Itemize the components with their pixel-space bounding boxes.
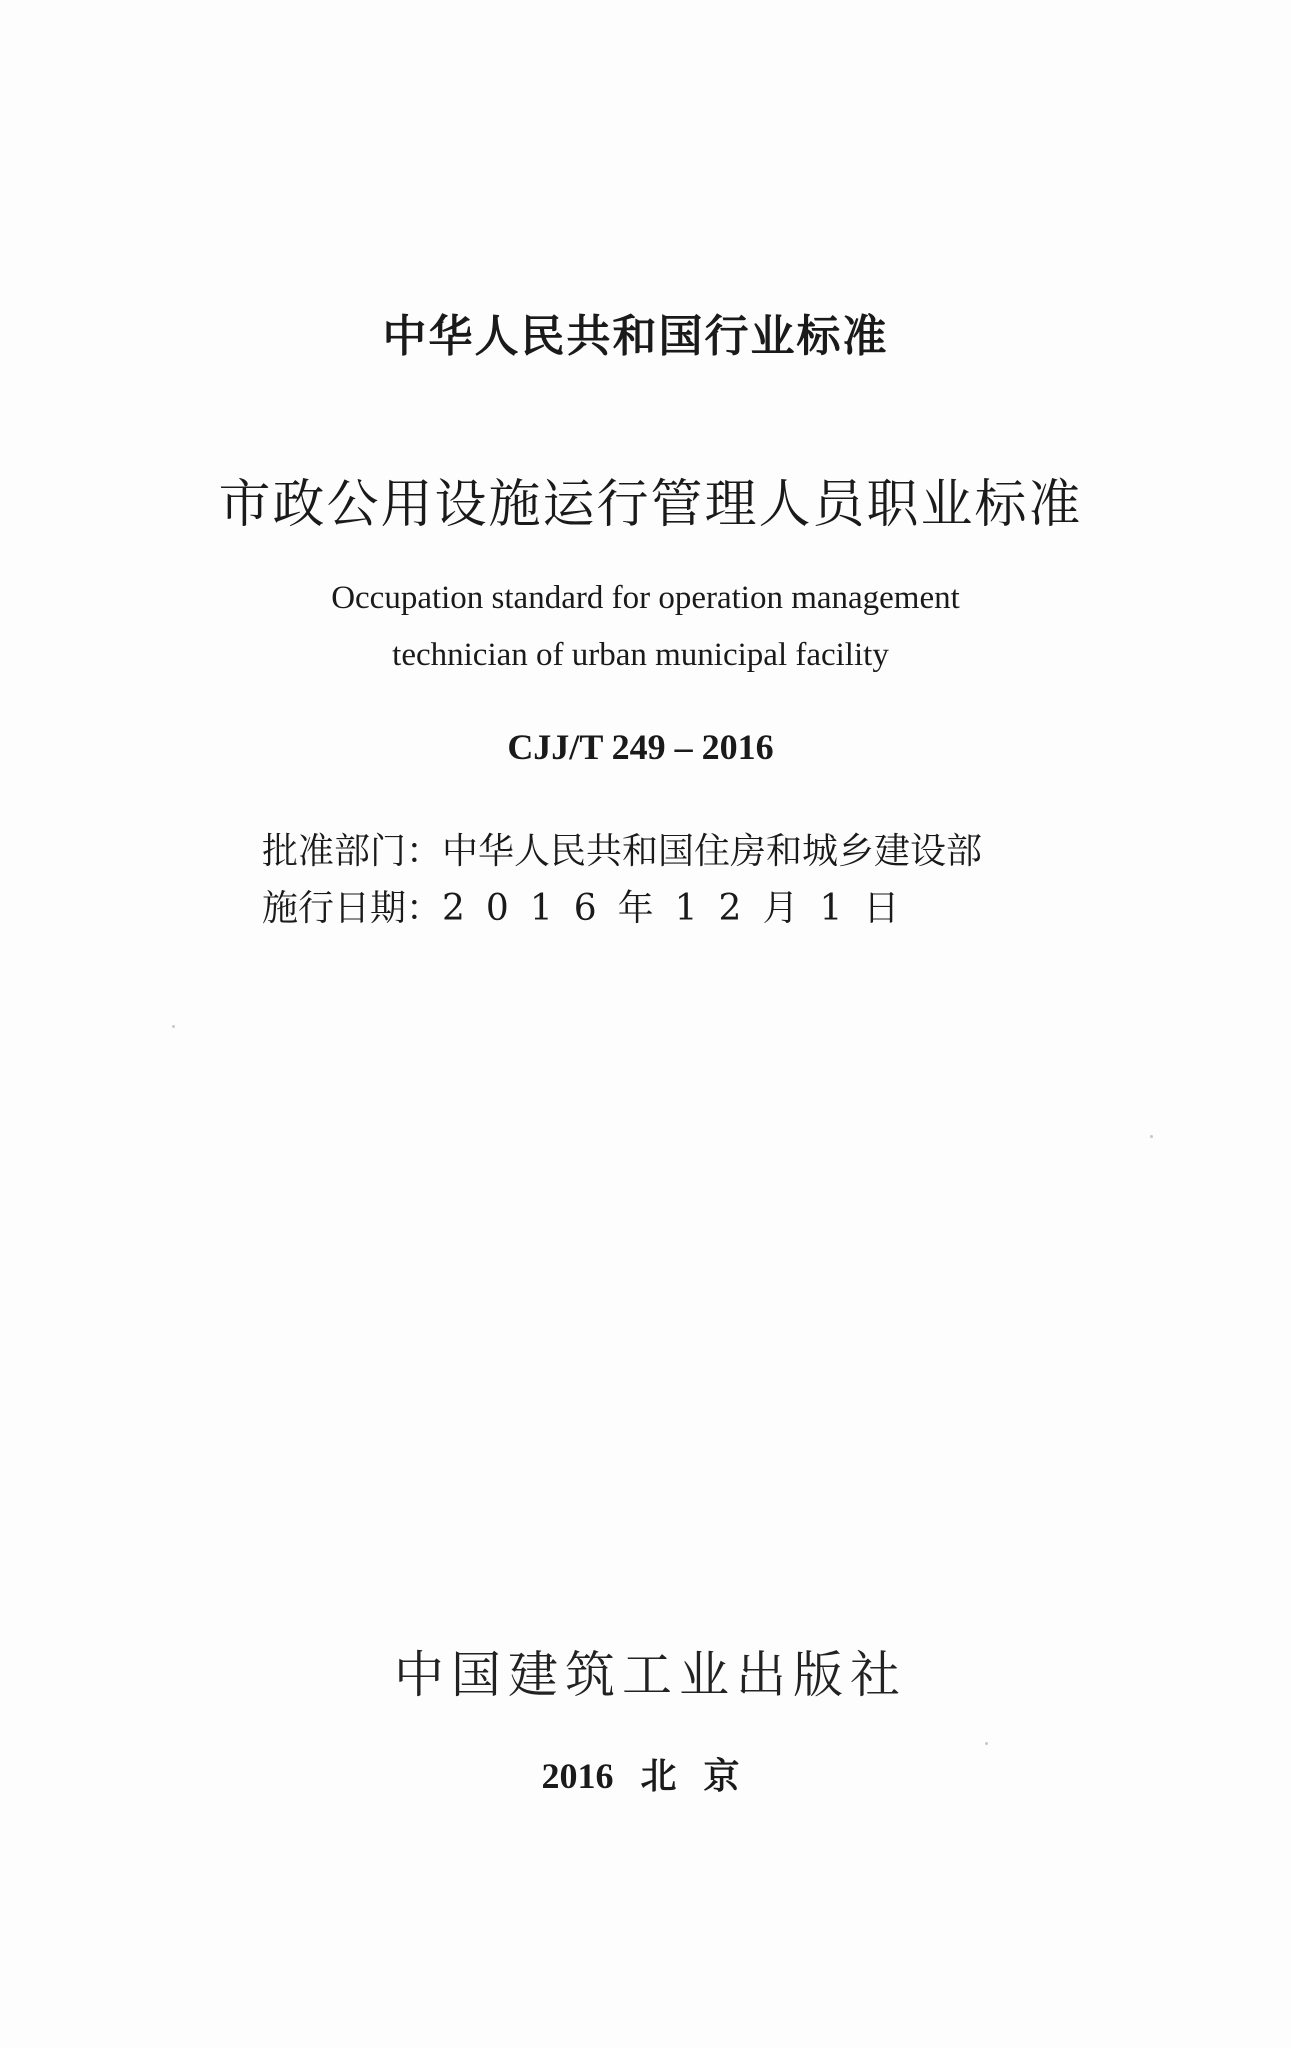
standard-title-english-line-1: Occupation standard for operation management: [331, 580, 960, 616]
approval-department-value: 中华人民共和国住房和城乡建设部: [442, 831, 983, 872]
effective-date: [262, 880, 920, 931]
imprint-year: 2016: [541, 1756, 614, 1796]
approval-department-label: 批准部门：: [262, 831, 443, 872]
imprint-line: [0, 1748, 1286, 1799]
approval-department: [262, 823, 982, 874]
standard-code: CJJ/T 249 – 2016: [507, 727, 774, 767]
industry-standard-heading: 中华人民共和国行业标准: [382, 311, 889, 362]
imprint-city: 北 京: [640, 1756, 740, 1796]
scan-speck: [172, 1025, 175, 1028]
publisher-name: 中国建筑工业出版社: [394, 1646, 907, 1704]
standard-title-chinese: 市政公用设施运行管理人员职业标准: [218, 475, 1083, 535]
effective-date-label: 施行日期：: [262, 888, 443, 929]
effective-date-value: 2016年12月1日: [442, 888, 921, 929]
standard-title-english-line-2: technician of urban municipal facility: [392, 637, 889, 673]
scan-speck: [1150, 1135, 1153, 1138]
scan-speck: [985, 1742, 988, 1745]
